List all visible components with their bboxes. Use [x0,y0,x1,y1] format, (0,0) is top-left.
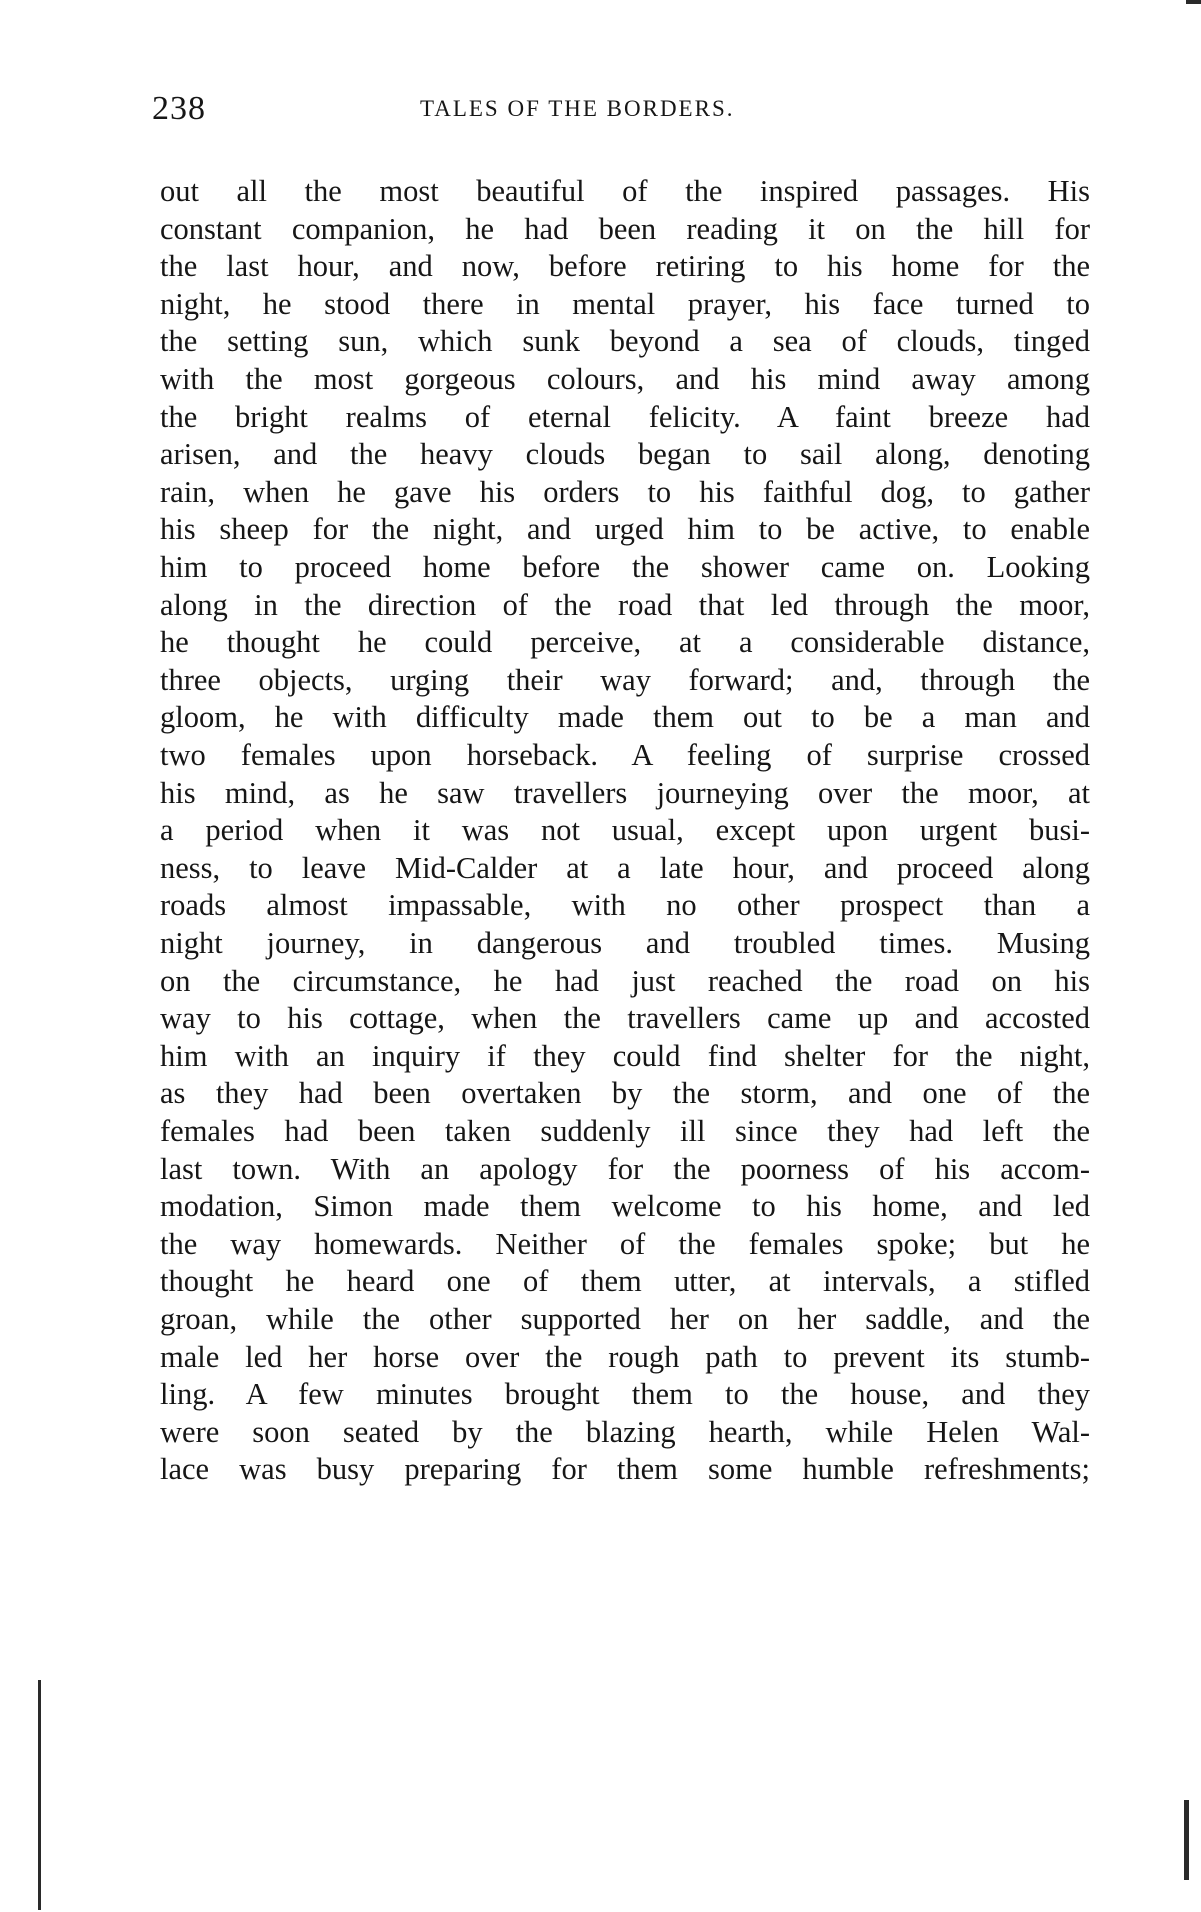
text-line: modation, Simon made them welcome to his home, and led [160,1189,1090,1224]
text-line: groan, while the other supported her on her saddle, and the [160,1302,1090,1336]
text-line: the bright realms of eternal felicity. A faint breeze had [160,399,1090,434]
text-line: two females upon horseback. A feeling of surprise crossed [160,738,1090,772]
scan-corner-mark [1186,0,1201,4]
text-line: night journey, in dangerous and troubled times. Musing [160,926,1090,960]
page-number: 238 [152,90,206,127]
text-line: thought he heard one of them utter, at intervals, a stifled [160,1264,1090,1299]
text-line: were soon seated by the blazing hearth, while Helen Wal- [160,1414,1090,1449]
text-line: the setting sun, which sunk beyond a sea of clouds, tinged [160,324,1090,359]
text-line: out all the most beautiful of the inspired passages. His [160,174,1090,208]
text-line: roads almost impassable, with no other prospect than a [160,888,1090,923]
scan-edge-mark-right [1184,1800,1189,1880]
text-line: on the circumstance, he had just reached the road on his [160,963,1090,998]
text-line: him to proceed home before the shower came on. Looking [160,550,1090,584]
text-line: his mind, as he saw travellers journeying over the moor, at [160,775,1090,810]
text-line: his sheep for the night, and urged him to be active, to enable [160,512,1090,547]
text-line: gloom, he with difficulty made them out to be a man and [160,700,1090,735]
text-line: lace was busy preparing for them some humble refreshments; [160,1452,1090,1487]
text-line: with the most gorgeous colours, and his mind away among [160,362,1090,396]
body-text [160,168,1090,1768]
page-header [152,88,1092,130]
text-line: three objects, urging their way forward; and, through the [160,662,1090,697]
running-head: TALES OF THE BORDERS. [420,96,735,121]
text-line: along in the direction of the road that led through the moor, [160,587,1090,622]
text-line: the way homewards. Neither of the females spoke; but he [160,1226,1090,1261]
text-line: the last hour, and now, before retiring to his home for the [160,249,1090,284]
text-line: arisen, and the heavy clouds began to sail along, denoting [160,437,1090,472]
text-line: way to his cottage, when the travellers came up and accosted [160,1001,1090,1036]
text-line: rain, when he gave his orders to his faithful dog, to gather [160,474,1090,509]
text-line: a period when it was not usual, except upon urgent busi- [160,813,1090,848]
text-line: ling. A few minutes brought them to the house, and they [160,1377,1090,1412]
text-line: male led her horse over the rough path to prevent its stumb- [160,1339,1090,1374]
text-line: night, he stood there in mental prayer, his face turned to [160,286,1090,321]
scan-edge-mark-left [38,1680,41,1910]
text-line: ness, to leave Mid-Calder at a late hour, and proceed along [160,850,1090,885]
text-line: females had been taken suddenly ill since they had left the [160,1114,1090,1148]
text-line: constant companion, he had been reading it on the hill for [160,211,1090,246]
text-line: he thought he could perceive, at a considerable distance, [160,625,1090,660]
text-line: last town. With an apology for the poorness of his accom- [160,1151,1090,1186]
text-line: him with an inquiry if they could find shelter for the night, [160,1038,1090,1073]
text-line: as they had been overtaken by the storm, and one of the [160,1076,1090,1111]
